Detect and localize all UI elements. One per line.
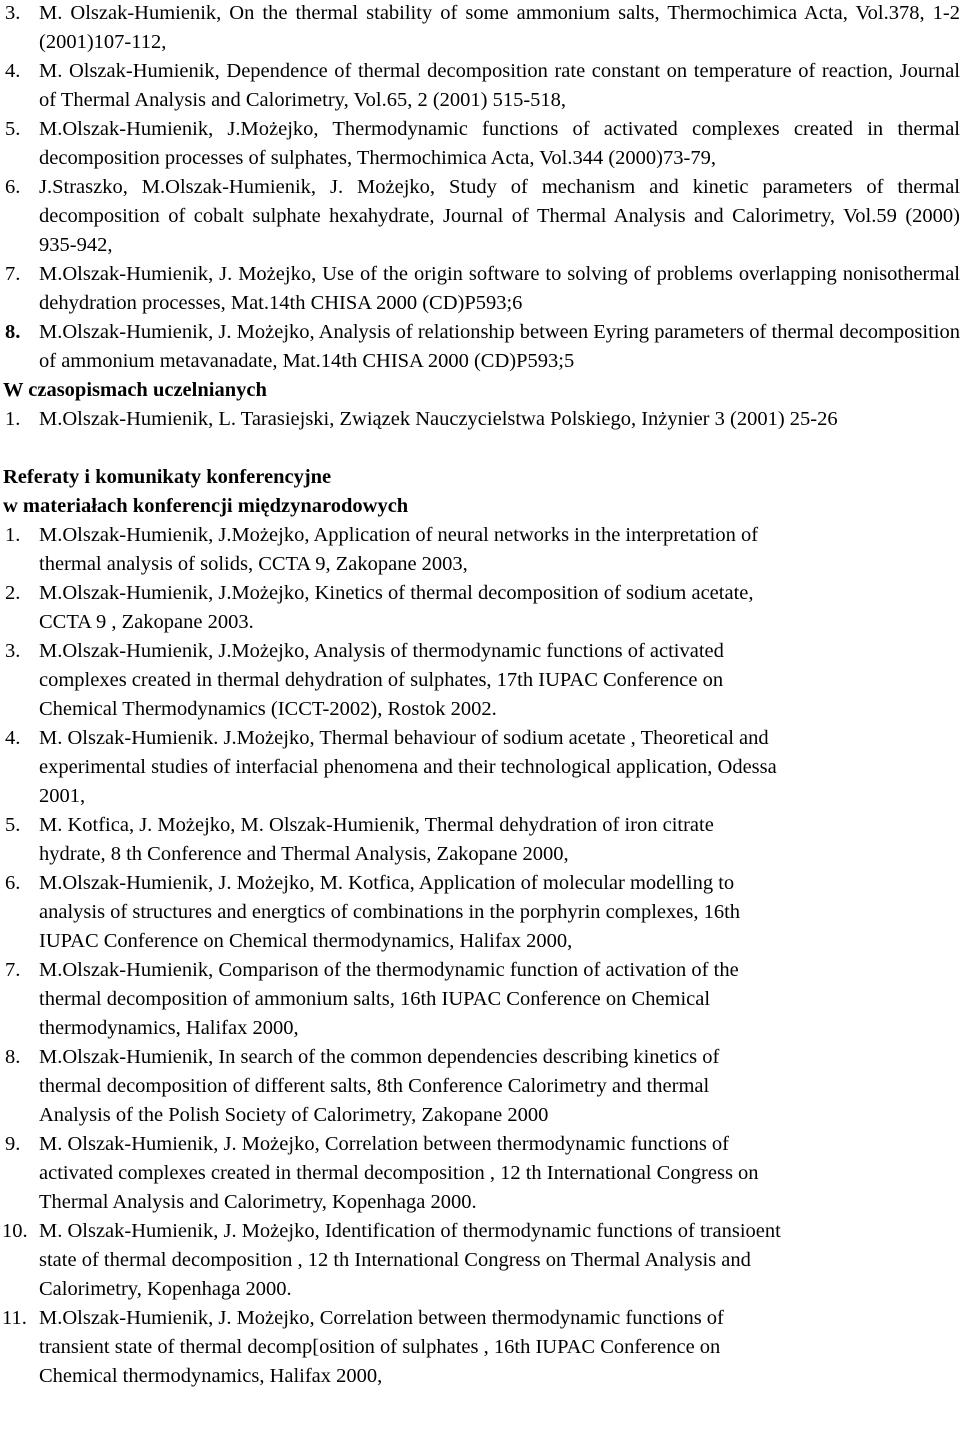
list-item: [0, 318, 960, 376]
item-text: M.Olszak-Humienik, J.Możejko, Thermodynamic functions of activated complexes created in thermal decomposition processes of sulphates, Thermochimica Acta, Vol.344 (2000)73-79,: [39, 118, 960, 169]
university-journals-section: [0, 376, 960, 434]
item-text: M. Olszak-Humienik, On the thermal stability of some ammonium salts, Thermochimica Acta, Vol.378, 1-2 (2001)107-112,: [39, 2, 960, 53]
item-text-line: M.Olszak-Humienik, In search of the common dependencies describing kinetics of: [39, 1046, 720, 1068]
item-number: 3.: [5, 640, 21, 662]
item-text-line: thermal analysis of solids, CCTA 9, Zakopane 2003,: [39, 553, 468, 575]
item-number: 9.: [5, 1133, 21, 1155]
item-text: M.Olszak-Humienik, J. Możejko, Use of the origin software to solving of problems overlapping nonisothermal dehydration processes, Mat.14th CHISA 2000 (CD)P593;6: [39, 263, 960, 314]
item-text-line: M.Olszak-Humienik, Comparison of the thermodynamic function of activation of the: [39, 959, 739, 981]
item-text: [39, 1304, 960, 1391]
list-item: [0, 811, 960, 869]
item-number: 5.: [5, 118, 21, 140]
item-text-line: M. Olszak-Humienik, J. Możejko, Identification of thermodynamic functions of transioent: [39, 1220, 781, 1242]
item-text-line: M.Olszak-Humienik, J.Możejko, Analysis of thermodynamic functions of activated: [39, 640, 724, 662]
list-item: [0, 260, 960, 318]
list-item: [0, 173, 960, 260]
item-number: 10.: [2, 1220, 28, 1242]
item-text: [39, 869, 960, 956]
item-number: 7.: [5, 959, 21, 981]
list-item: [0, 1304, 960, 1391]
item-number: 4.: [5, 727, 21, 749]
item-text-line: Chemical Thermodynamics (ICCT-2002), Rostok 2002.: [39, 698, 497, 720]
item-text-line: complexes created in thermal dehydration of sulphates, 17th IUPAC Conference on: [39, 669, 724, 691]
item-text-line: Analysis of the Polish Society of Calorimetry, Zakopane 2000: [39, 1104, 549, 1126]
item-number: 7.: [5, 263, 21, 285]
item-number: 8.: [5, 321, 21, 343]
item-text-line: hydrate, 8 th Conference and Thermal Analysis, Zakopane 2000,: [39, 843, 569, 865]
conference-papers-section: [0, 463, 960, 1391]
list-item: [0, 869, 960, 956]
item-text: [39, 811, 960, 869]
item-text-line: M. Olszak-Humienik. J.Możejko, Thermal behaviour of sodium acetate , Theoretical and: [39, 727, 769, 749]
list-item: [0, 405, 960, 434]
item-text: M.Olszak-Humienik, J. Możejko, Analysis of relationship between Eyring parameters of thermal decomposition of ammonium metavanadate, Mat.14th CHISA 2000 (CD)P593;5: [39, 321, 960, 372]
item-number: 4.: [5, 60, 21, 82]
item-text-line: state of thermal decomposition , 12 th International Congress on Thermal Analysis and: [39, 1249, 751, 1271]
item-text-line: thermodynamics, Halifax 2000,: [39, 1017, 299, 1039]
item-number: 3.: [5, 2, 21, 24]
list-item: [0, 1043, 960, 1130]
item-number: 5.: [5, 814, 21, 836]
item-text-line: M.Olszak-Humienik, J.Możejko, Application of neural networks in the interpretation of: [39, 524, 759, 546]
item-text: J.Straszko, M.Olszak-Humienik, J. Możejko, Study of mechanism and kinetic parameters of thermal decomposition of cobalt sulphate hexahydrate, Journal of Thermal Analysis and Calorimetry, Vol.59 (2000) 935-942,: [39, 176, 960, 256]
item-text: [39, 1217, 960, 1304]
item-text: [39, 1043, 960, 1130]
list-item: [0, 1217, 960, 1304]
list-item: [0, 115, 960, 173]
list-item: [0, 521, 960, 579]
item-text-line: thermal decomposition of different salts, 8th Conference Calorimetry and thermal: [39, 1075, 710, 1097]
item-text-line: Thermal Analysis and Calorimetry, Kopenhaga 2000.: [39, 1191, 477, 1213]
list-item: [0, 956, 960, 1043]
section-heading: Referaty i komunikaty konferencyjne: [3, 466, 332, 488]
item-number: 2.: [5, 582, 21, 604]
list-item: [0, 637, 960, 724]
list-item: [0, 579, 960, 637]
list-item: [0, 1130, 960, 1217]
list-item: [0, 724, 960, 811]
item-text: [39, 579, 960, 637]
conference-list: [0, 521, 960, 1391]
list-item: [0, 0, 960, 57]
blank-line: [0, 434, 960, 463]
item-text: [39, 956, 960, 1043]
item-text-line: Chemical thermodynamics, Halifax 2000,: [39, 1365, 383, 1387]
item-text-line: transient state of thermal decomp[osition of sulphates , 16th IUPAC Conference on: [39, 1336, 721, 1358]
item-number: 6.: [5, 872, 21, 894]
item-number: 6.: [5, 176, 21, 198]
item-text-line: experimental studies of interfacial phenomena and their technological application, Odessa: [39, 756, 777, 778]
section-heading: W czasopismach uczelnianych: [3, 379, 267, 401]
item-text-line: M.Olszak-Humienik, J. Możejko, Correlation between thermodynamic functions of: [39, 1307, 724, 1329]
item-number: 11.: [2, 1307, 27, 1329]
item-number: 1.: [5, 408, 21, 430]
item-text: [39, 1130, 960, 1217]
item-text-line: 2001,: [39, 785, 86, 807]
item-text-line: M. Olszak-Humienik, J. Możejko, Correlation between thermodynamic functions of: [39, 1133, 730, 1155]
item-text-line: IUPAC Conference on Chemical thermodynamics, Halifax 2000,: [39, 930, 573, 952]
item-text-line: activated complexes created in thermal decomposition , 12 th International Congress on: [39, 1162, 759, 1184]
item-text-line: thermal decomposition of ammonium salts, 16th IUPAC Conference on Chemical: [39, 988, 711, 1010]
item-text-line: CCTA 9 , Zakopane 2003.: [39, 611, 254, 633]
item-text: [39, 637, 960, 724]
item-text: M.Olszak-Humienik, L. Tarasiejski, Związek Nauczycielstwa Polskiego, Inżynier 3 (2001) 25-26: [39, 408, 838, 430]
item-number: 1.: [5, 524, 21, 546]
item-number: 8.: [5, 1046, 21, 1068]
item-text: [39, 724, 960, 811]
item-text: [39, 521, 960, 579]
item-text: M. Olszak-Humienik, Dependence of thermal decomposition rate constant on temperature of reaction, Journal of Thermal Analysis and Calorimetry, Vol.65, 2 (2001) 515-518,: [39, 60, 960, 111]
journal-articles-continued: [0, 0, 960, 376]
item-text-line: Calorimetry, Kopenhaga 2000.: [39, 1278, 292, 1300]
list-item: [0, 57, 960, 115]
section-subheading: w materiałach konferencji międzynarodowych: [3, 495, 409, 517]
item-text-line: M.Olszak-Humienik, J. Możejko, M. Kotfica, Application of molecular modelling to: [39, 872, 735, 894]
item-text-line: analysis of structures and energtics of combinations in the porphyrin complexes, 16th: [39, 901, 741, 923]
item-text-line: M. Kotfica, J. Możejko, M. Olszak-Humienik, Thermal dehydration of iron citrate: [39, 814, 714, 836]
item-text-line: M.Olszak-Humienik, J.Możejko, Kinetics of thermal decomposition of sodium acetate,: [39, 582, 754, 604]
